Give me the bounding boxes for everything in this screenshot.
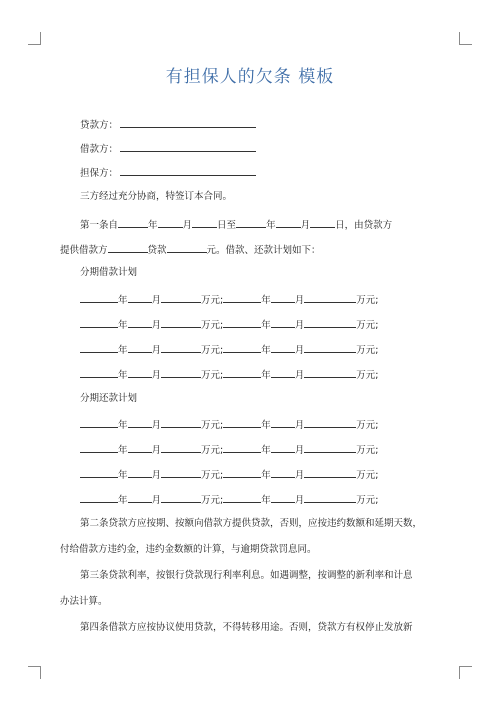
month-blank[interactable] xyxy=(128,291,152,303)
lender-label: 贷款方： xyxy=(80,120,119,131)
start-year-blank[interactable] xyxy=(118,216,148,228)
month-label: 月 xyxy=(151,445,162,456)
article1-yuan: 元。借款、还款计划如下： xyxy=(206,245,321,256)
article1-text-provide: 提供借款方 xyxy=(60,245,108,256)
amount-blank[interactable] xyxy=(161,441,201,453)
amount-label: 万元; xyxy=(201,295,224,306)
amount-label: 万元; xyxy=(356,495,379,506)
amount-blank[interactable] xyxy=(304,466,356,478)
repay-plan-row xyxy=(80,441,378,456)
year-blank[interactable] xyxy=(223,441,261,453)
amount-label: 万元; xyxy=(201,320,224,331)
amount-blank[interactable] xyxy=(304,341,356,353)
month-label: 月 xyxy=(294,420,305,431)
article1-day2: 日，由贷款方 xyxy=(335,220,393,231)
corner-mark-top-right xyxy=(459,32,472,45)
amount-label: 万元; xyxy=(201,345,224,356)
year-blank[interactable] xyxy=(80,416,118,428)
month-label: 月 xyxy=(151,345,162,356)
borrower-line xyxy=(80,140,256,157)
installment-repay-heading: 分期还款计划 xyxy=(80,393,138,404)
month-blank[interactable] xyxy=(271,341,295,353)
month-label: 月 xyxy=(151,420,162,431)
year-blank[interactable] xyxy=(223,341,261,353)
guarantor-label: 担保方： xyxy=(80,168,119,179)
loan-amount-blank[interactable] xyxy=(108,241,148,253)
month-label: 月 xyxy=(294,470,305,481)
article1-line1 xyxy=(80,216,392,233)
month-label: 月 xyxy=(294,295,305,306)
start-month-blank[interactable] xyxy=(158,216,183,228)
article1-loan: 贷款 xyxy=(147,245,167,256)
month-blank[interactable] xyxy=(128,491,152,503)
amount-label: 万元; xyxy=(201,445,224,456)
borrow-plan-row xyxy=(80,291,378,306)
amount-label: 万元; xyxy=(356,295,379,306)
article1-day1: 日至 xyxy=(217,220,237,231)
amount-label: 万元; xyxy=(201,420,224,431)
month-blank[interactable] xyxy=(128,316,152,328)
borrow-plan-row xyxy=(80,366,378,381)
lender-blank[interactable] xyxy=(120,116,256,128)
end-day-blank[interactable] xyxy=(310,216,335,228)
year-label: 年 xyxy=(261,295,271,306)
year-blank[interactable] xyxy=(80,491,118,503)
year-blank[interactable] xyxy=(223,491,261,503)
amount-label: 万元; xyxy=(356,470,379,481)
month-blank[interactable] xyxy=(128,441,152,453)
corner-mark-bottom-left xyxy=(28,666,41,679)
amount-label: 万元; xyxy=(356,320,379,331)
year-label: 年 xyxy=(118,320,128,331)
loan-yuan-blank[interactable] xyxy=(167,241,207,253)
year-blank[interactable] xyxy=(223,366,261,378)
amount-blank[interactable] xyxy=(304,291,356,303)
amount-blank[interactable] xyxy=(161,291,201,303)
amount-blank[interactable] xyxy=(161,316,201,328)
year-blank[interactable] xyxy=(223,466,261,478)
year-label: 年 xyxy=(261,470,271,481)
amount-label: 万元; xyxy=(201,470,224,481)
article1-year2: 年 xyxy=(266,220,276,231)
article3-line1: 第三条贷款利率，按银行贷款现行利率利息。如遇调整，按调整的新利率和计息 xyxy=(80,570,413,581)
month-label: 月 xyxy=(294,320,305,331)
amount-blank[interactable] xyxy=(161,416,201,428)
corner-mark-bottom-right xyxy=(459,666,472,679)
article1-text-start: 第一条自 xyxy=(80,220,119,231)
year-label: 年 xyxy=(118,420,128,431)
borrower-blank[interactable] xyxy=(120,140,256,152)
borrower-label: 借款方： xyxy=(80,144,119,155)
month-blank[interactable] xyxy=(271,491,295,503)
amount-label: 万元; xyxy=(356,420,379,431)
article2-line2: 付给借款方违约金，违约金数额的计算，与逾期贷款罚息同。 xyxy=(60,544,317,555)
month-label: 月 xyxy=(151,470,162,481)
year-label: 年 xyxy=(118,445,128,456)
month-label: 月 xyxy=(151,370,162,381)
month-label: 月 xyxy=(151,320,162,331)
month-label: 月 xyxy=(294,370,305,381)
amount-blank[interactable] xyxy=(304,416,356,428)
year-label: 年 xyxy=(118,495,128,506)
month-label: 月 xyxy=(294,345,305,356)
year-blank[interactable] xyxy=(80,316,118,328)
borrow-plan-row xyxy=(80,316,378,331)
borrow-plan-row xyxy=(80,341,378,356)
year-label: 年 xyxy=(118,345,128,356)
amount-label: 万元; xyxy=(356,445,379,456)
year-label: 年 xyxy=(261,445,271,456)
month-blank[interactable] xyxy=(271,366,295,378)
month-label: 月 xyxy=(294,495,305,506)
month-blank[interactable] xyxy=(271,316,295,328)
guarantor-blank[interactable] xyxy=(120,164,256,176)
year-label: 年 xyxy=(261,420,271,431)
year-blank[interactable] xyxy=(80,441,118,453)
year-blank[interactable] xyxy=(80,466,118,478)
article1-line2 xyxy=(60,241,321,258)
start-day-blank[interactable] xyxy=(192,216,217,228)
lender-line xyxy=(80,116,256,133)
amount-blank[interactable] xyxy=(161,341,201,353)
year-label: 年 xyxy=(118,295,128,306)
month-blank[interactable] xyxy=(271,291,295,303)
year-label: 年 xyxy=(118,470,128,481)
intro-text: 三方经过充分协商，特签订本合同。 xyxy=(80,191,233,202)
month-label: 月 xyxy=(294,445,305,456)
amount-label: 万元; xyxy=(201,370,224,381)
installment-borrow-heading: 分期借款计划 xyxy=(80,267,138,278)
year-label: 年 xyxy=(261,370,271,381)
amount-blank[interactable] xyxy=(304,316,356,328)
month-blank[interactable] xyxy=(128,341,152,353)
month-label: 月 xyxy=(151,495,162,506)
amount-blank[interactable] xyxy=(161,366,201,378)
amount-label: 万元; xyxy=(356,345,379,356)
repay-plan-row xyxy=(80,466,378,481)
year-blank[interactable] xyxy=(80,291,118,303)
guarantor-line xyxy=(80,164,256,181)
year-label: 年 xyxy=(261,320,271,331)
document-title: 有担保人的欠条 模板 xyxy=(165,67,335,87)
amount-label: 万元; xyxy=(356,370,379,381)
year-label: 年 xyxy=(261,345,271,356)
article3-line2: 办法计算。 xyxy=(60,596,108,607)
article1-month2: 月 xyxy=(300,220,311,231)
corner-mark-top-left xyxy=(28,32,41,45)
month-label: 月 xyxy=(151,295,162,306)
month-blank[interactable] xyxy=(128,416,152,428)
year-label: 年 xyxy=(261,495,271,506)
end-year-blank[interactable] xyxy=(236,216,266,228)
year-blank[interactable] xyxy=(80,366,118,378)
year-blank[interactable] xyxy=(223,291,261,303)
amount-label: 万元; xyxy=(201,495,224,506)
article4-line1: 第四条借款方应按协议使用贷款，不得转移用途。否则，贷款方有权停止发放新 xyxy=(80,622,413,633)
end-month-blank[interactable] xyxy=(276,216,301,228)
year-label: 年 xyxy=(118,370,128,381)
repay-plan-row xyxy=(80,416,378,431)
year-blank[interactable] xyxy=(223,316,261,328)
article1-year1: 年 xyxy=(148,220,158,231)
amount-blank[interactable] xyxy=(161,466,201,478)
article1-month1: 月 xyxy=(182,220,193,231)
month-blank[interactable] xyxy=(271,441,295,453)
article2-line1: 第二条贷款方应按期、按额向借款方提供贷款，否则，应按违约数额和延期天数， xyxy=(80,518,423,529)
amount-blank[interactable] xyxy=(304,491,356,503)
repay-plan-row xyxy=(80,491,378,506)
amount-blank[interactable] xyxy=(304,366,356,378)
amount-blank[interactable] xyxy=(304,441,356,453)
month-blank[interactable] xyxy=(128,366,152,378)
year-blank[interactable] xyxy=(80,341,118,353)
amount-blank[interactable] xyxy=(161,491,201,503)
month-blank[interactable] xyxy=(271,466,295,478)
year-blank[interactable] xyxy=(223,416,261,428)
month-blank[interactable] xyxy=(271,416,295,428)
month-blank[interactable] xyxy=(128,466,152,478)
